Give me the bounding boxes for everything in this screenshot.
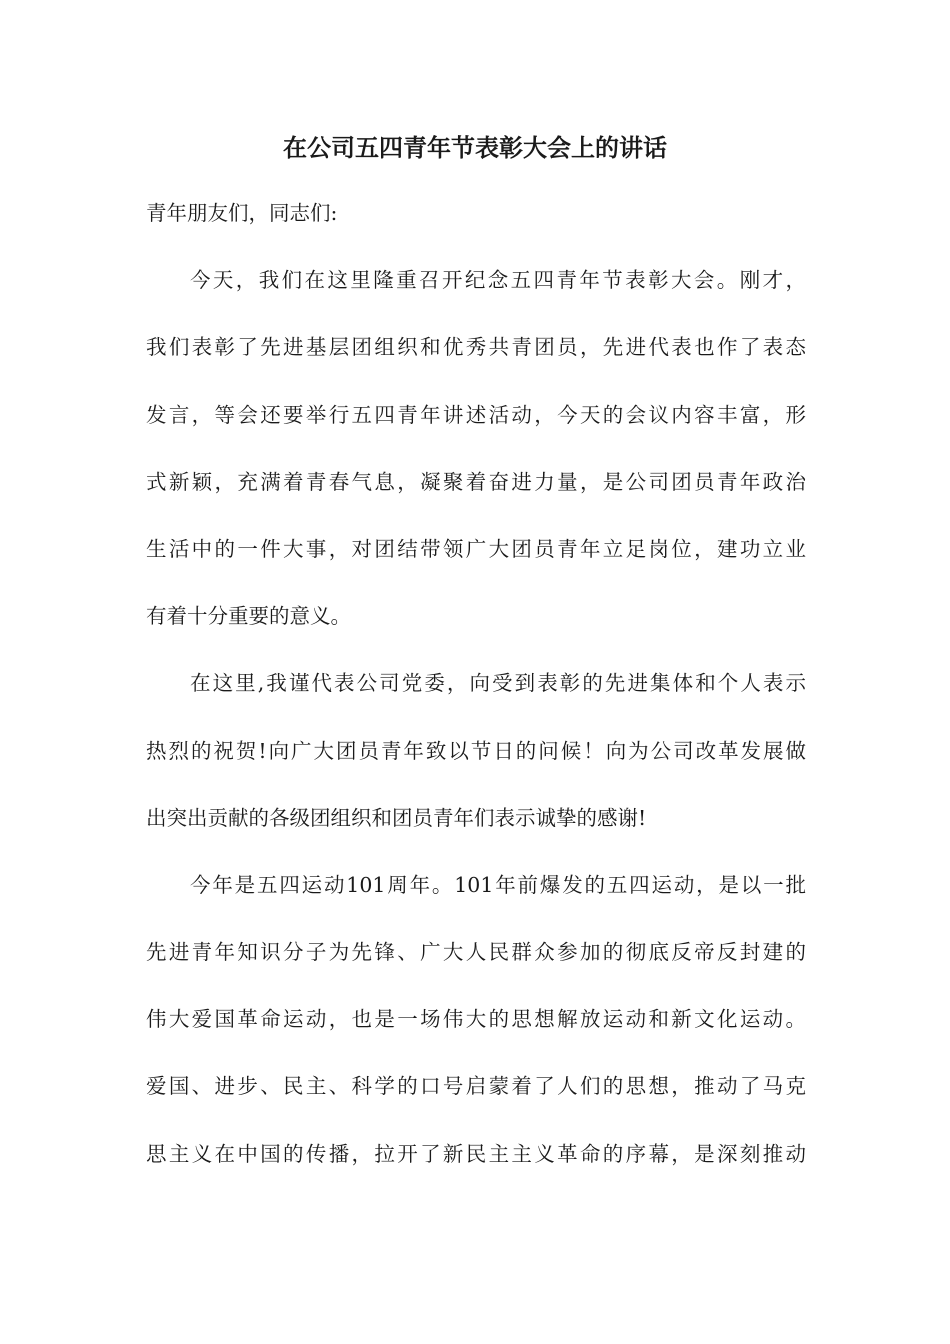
document-body [146, 180, 806, 1188]
document-title: 在公司五四青年节表彰大会上的讲话 [283, 133, 667, 162]
salutation: 青年朋友们，同志们: [146, 201, 338, 225]
paragraph-line: 伟大爱国革命运动，也是一场伟大的思想解放运动和新文化运动。 [146, 1007, 806, 1032]
paragraph-line: 发言，等会还要举行五四青年讲述活动，今天的会议内容丰富，形 [146, 402, 806, 427]
paragraph-line: 思主义在中国的传播，拉开了新民主主义革命的序幕，是深刻推动 [146, 1141, 806, 1166]
paragraph-line: 热烈的祝贺!向广大团员青年致以节日的问候！向为公司改革发展做 [146, 738, 806, 763]
paragraph-line: 生活中的一件大事，对团结带领广大团员青年立足岗位，建功立业 [146, 536, 806, 561]
paragraph-line: 在这里,我谨代表公司党委，向受到表彰的先进集体和个人表示 [190, 671, 806, 696]
paragraph-line: 式新颖，充满着青春气息，凝聚着奋进力量，是公司团员青年政治 [146, 469, 806, 494]
paragraph-line: 有着十分重要的意义。 [146, 604, 351, 629]
paragraph-line: 今天，我们在这里隆重召开纪念五四青年节表彰大会。刚才， [190, 268, 806, 293]
paragraph-line: 今年是五四运动101周年。101年前爆发的五四运动，是以一批 [190, 872, 806, 897]
paragraph-1 [146, 247, 806, 650]
paragraph-line: 爱国、进步、民主、科学的口号启蒙着了人们的思想，推动了马克 [146, 1074, 806, 1099]
paragraph-line: 先进青年知识分子为先锋、广大人民群众参加的彻底反帝反封建的 [146, 940, 806, 965]
paragraph-3 [146, 852, 806, 1188]
paragraph-2 [146, 650, 806, 852]
paragraph-line: 出突出贡献的各级团组织和团员青年们表示诚挚的感谢! [146, 805, 647, 830]
paragraph-line: 我们表彰了先进基层团组织和优秀共青团员，先进代表也作了表态 [146, 335, 806, 360]
